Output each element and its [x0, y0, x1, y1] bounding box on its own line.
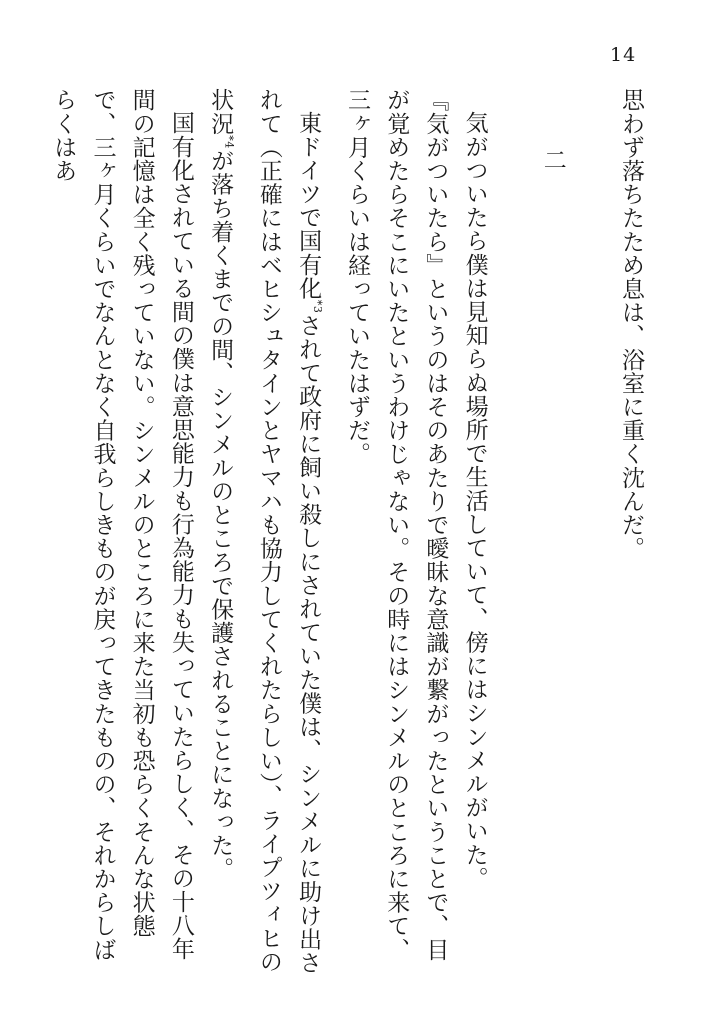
body-text — [43, 88, 650, 978]
paragraph: 国有化されている間の僕は意思能力も行為能力も失っていたらしく、その十八年間の記憶は全く残っていない。シンメルのところに来た当初も恐らくそんな状態で、三ヶ月くらいでなんとなく自我らしきものが戻ってきたものの、それからしばらくはあ — [50, 88, 194, 962]
paragraph-text: が落ち着くまでの間、シンメルのところで保護されることになった。 — [207, 148, 234, 881]
section-heading: 二 — [539, 148, 566, 172]
paragraph: 『気がついたら』というのはそのあたりで曖昧な意識が繋がったということで、目が覚めたらそこにいたというわけじゃない。その時にはシンメルのところに来て、三ヶ月くらいは経っていたはずだ。 — [343, 88, 449, 962]
paragraph-text: されて政府に飼い殺しにされていた僕は、シンメルに助け出されて（正確にはベヒシュタインとヤマハも協力してくれたらしい）、ライプツィヒの状況 — [207, 88, 322, 975]
blank-line — [572, 88, 611, 978]
footnote-reference: *3 — [310, 299, 324, 314]
paragraph — [200, 88, 337, 978]
paragraph-text: 東ドイツで国有化 — [295, 111, 322, 300]
paragraph-closing-line: 思わず落ちたため息は、浴室に重く沈んだ。 — [618, 88, 644, 560]
blank-line — [494, 88, 533, 978]
page-number: 14 — [610, 44, 637, 66]
footnote-reference: *4 — [222, 135, 236, 149]
paragraph: 気がついたら僕は見知らぬ場所で生活していて、傍にはシンメルがいた。 — [461, 111, 488, 890]
